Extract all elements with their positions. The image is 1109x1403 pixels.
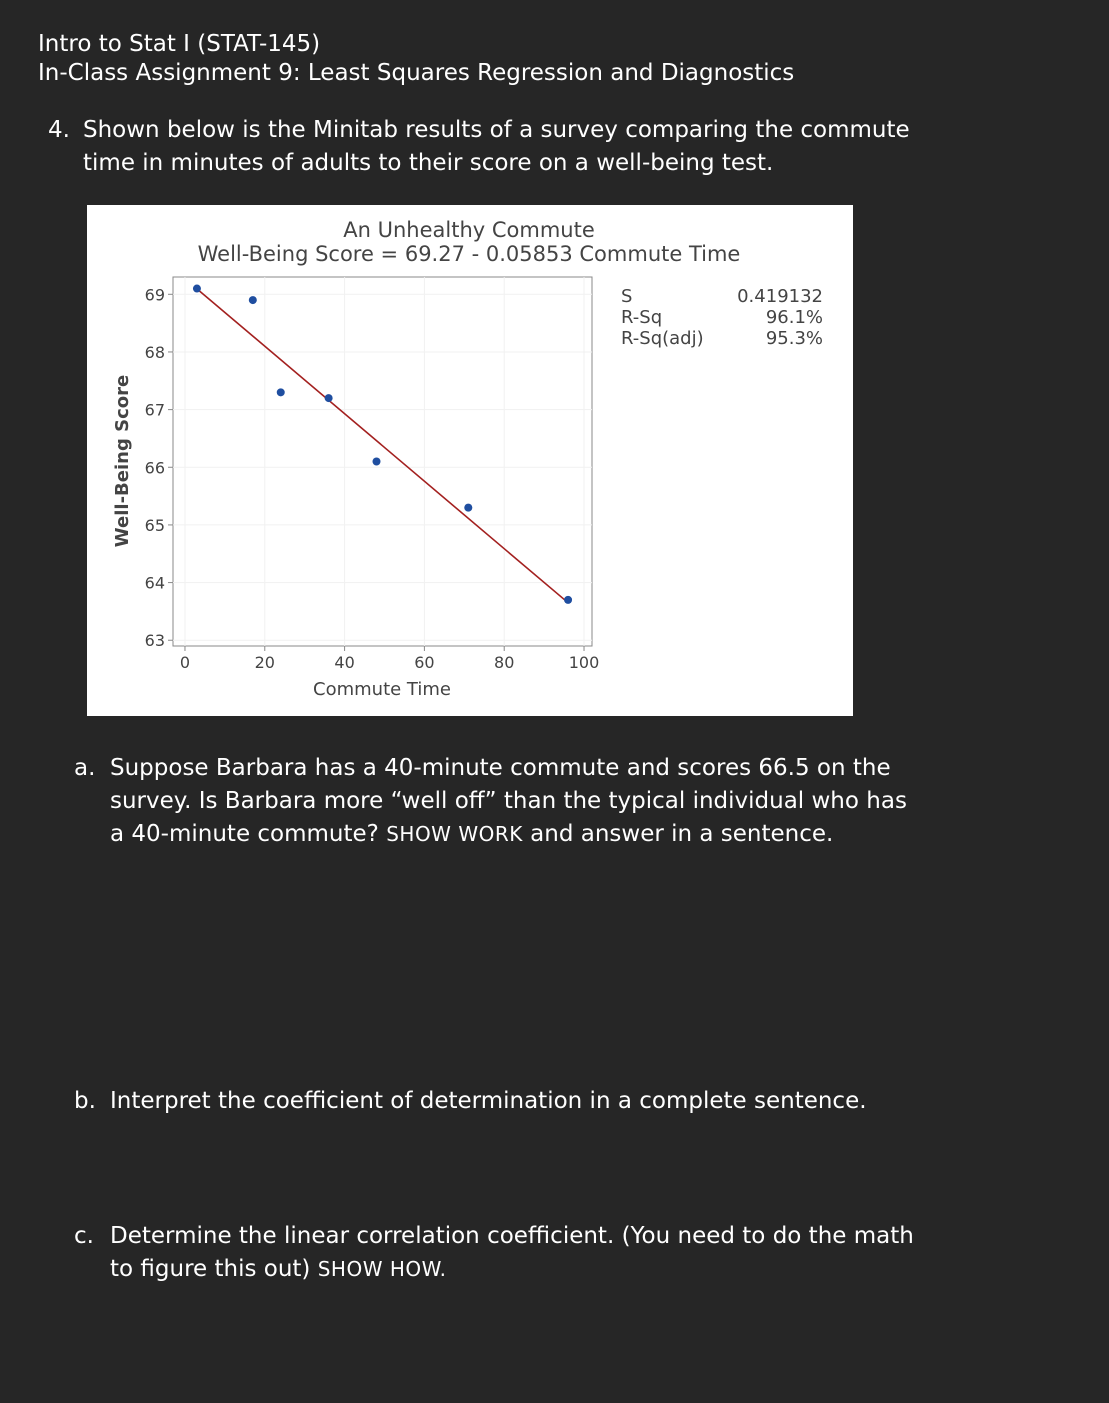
x-axis (180, 646, 599, 672)
minitab-figure (87, 205, 853, 716)
question-line-2: time in minutes of adults to their score on a well-being test. (83, 150, 774, 176)
y-tick-label: 64 (144, 573, 165, 593)
part-c-line-2-start: to figure this out) (110, 1256, 318, 1282)
header (38, 30, 794, 88)
stat-value-rsq: 96.1% (765, 307, 823, 328)
stat-label-rsq: R-Sq (621, 307, 663, 328)
stats-box (621, 286, 823, 349)
part-a-show-work: SHOW WORK (386, 822, 523, 846)
question-line-1: Shown below is the Minitab results of a survey comparing the commute (83, 117, 910, 143)
stat-label-rsq-adj: R-Sq(adj) (621, 328, 704, 349)
x-tick-label: 100 (568, 653, 600, 672)
x-tick-label: 40 (334, 653, 355, 672)
y-tick-label: 67 (144, 400, 165, 420)
data-point (193, 285, 201, 293)
data-point (277, 388, 285, 396)
y-tick-label: 63 (144, 631, 165, 651)
y-tick-label: 69 (144, 285, 165, 305)
y-tick-label: 65 (144, 515, 165, 535)
plot-area (173, 277, 592, 646)
y-tick-label: 68 (144, 342, 165, 362)
part-a-letter: a. (74, 755, 96, 781)
part-a-line-3-start: a 40-minute commute? (110, 821, 387, 847)
data-point (564, 596, 572, 604)
x-tick-label: 20 (254, 653, 275, 672)
data-point (373, 458, 381, 466)
x-tick-label: 80 (494, 653, 515, 672)
x-tick-label: 60 (414, 653, 435, 672)
course-title: Intro to Stat I (STAT-145) (38, 31, 321, 57)
question-4 (48, 114, 1048, 180)
stat-label-s: S (621, 286, 633, 307)
part-b-letter: b. (74, 1088, 96, 1114)
assignment-title: In-Class Assignment 9: Least Squares Regression and Diagnostics (38, 60, 795, 86)
y-axis (145, 285, 173, 650)
part-a-line-2: survey. Is Barbara more “well off” than the typical individual who has (110, 788, 907, 814)
data-point (249, 296, 257, 304)
y-axis-label: Well-Being Score (112, 374, 133, 548)
part-b (74, 1085, 1074, 1118)
part-c-letter: c. (74, 1223, 94, 1249)
part-a (74, 752, 1074, 851)
x-axis-label: Commute Time (313, 679, 451, 700)
part-b-line-1: Interpret the coefficient of determination in a complete sentence. (110, 1088, 867, 1114)
question-number: 4. (48, 117, 70, 143)
chart-subtitle: Well-Being Score = 69.27 - 0.05853 Commute Time (197, 242, 741, 266)
data-point (325, 394, 333, 402)
y-tick-label: 66 (144, 458, 165, 478)
part-c-line-1: Determine the linear correlation coefficient. (You need to do the math (110, 1223, 914, 1249)
part-a-line-3-end: and answer in a sentence. (522, 821, 834, 847)
part-a-line-1: Suppose Barbara has a 40-minute commute and scores 66.5 on the (110, 755, 891, 781)
data-point (464, 504, 472, 512)
part-c (74, 1220, 1074, 1286)
part-c-show-how: SHOW HOW. (317, 1257, 447, 1281)
chart-title: An Unhealthy Commute (343, 218, 595, 242)
stat-value-rsq-adj: 95.3% (765, 328, 823, 349)
x-tick-label: 0 (179, 653, 191, 672)
stat-value-s: 0.419132 (737, 286, 823, 307)
part-a-line-3 (110, 818, 1074, 851)
regression-chart (87, 205, 853, 716)
part-c-line-2 (110, 1253, 1074, 1286)
